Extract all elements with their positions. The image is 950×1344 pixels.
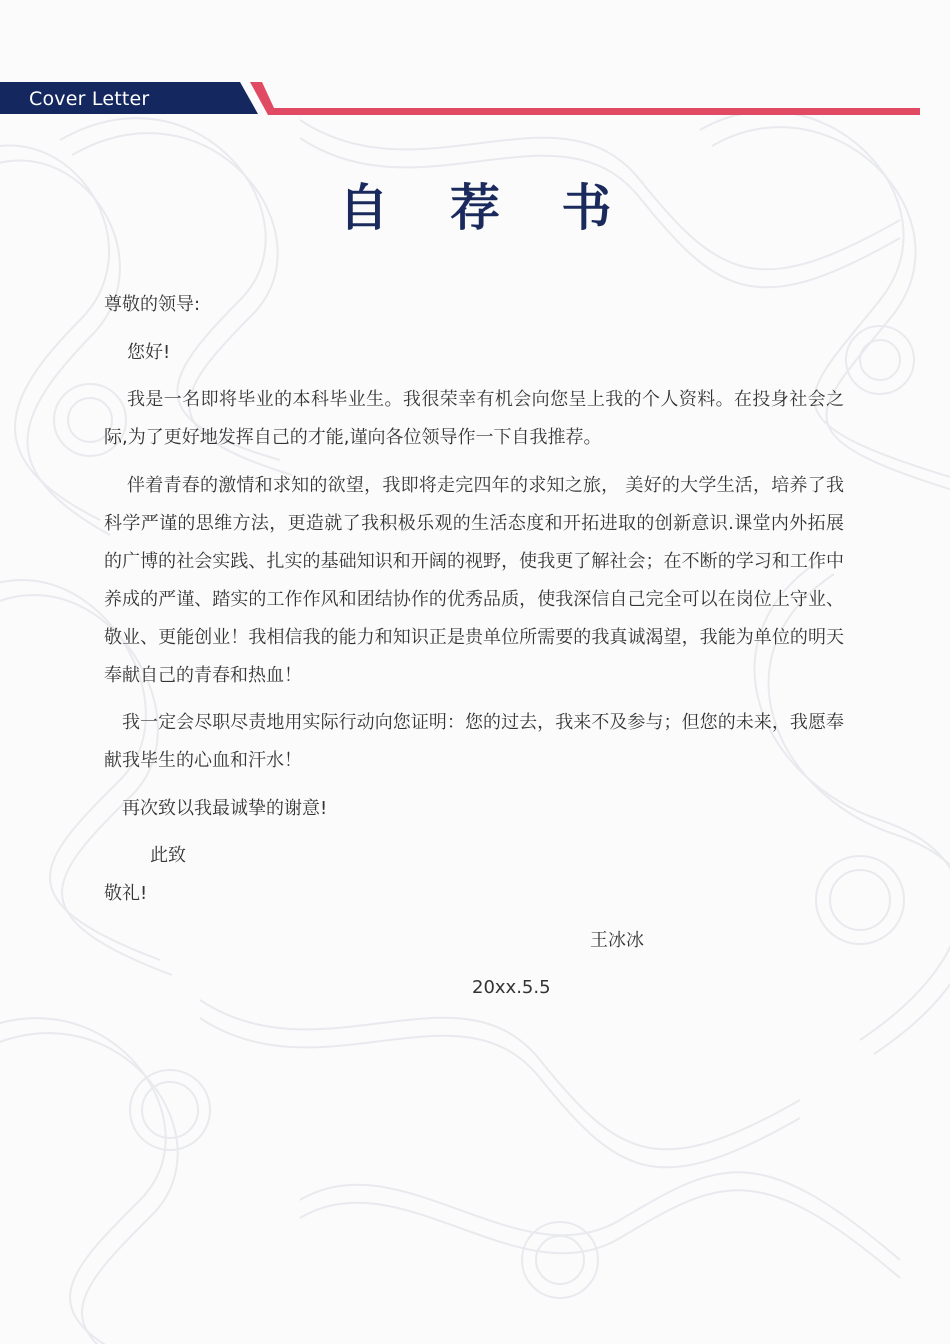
closing-line-2: 敬礼! (104, 883, 148, 904)
paragraph-commitment: 我一定会尽职尽责地用实际行动向您证明：您的过去，我来不及参与；但您的未来，我愿奉献我毕生的心血和汗水！ (104, 712, 844, 771)
closing-line-1: 此致 (150, 845, 186, 866)
greeting: 您好! (127, 342, 171, 363)
header-red-stripe (250, 82, 920, 115)
header-label: Cover Letter (29, 88, 150, 110)
signature: 王冰冰 (590, 930, 644, 951)
paragraph-intro: 我是一名即将毕业的本科毕业生。我很荣幸有机会向您呈上我的个人资料。在投身社会之际,为了更好地发挥自己的才能,谨向各位领导作一下自我推荐。 (104, 389, 844, 448)
salutation: 尊敬的领导: (104, 294, 201, 315)
date: 20xx.5.5 (472, 977, 551, 998)
paragraph-body: 伴着青春的激情和求知的欲望，我即将走完四年的求知之旅， 美好的大学生活，培养了我科学严谨的思维方法，更造就了我积极乐观的生活态度和开拓进取的创新意识.课堂内外拓展的广博的社会实践、扎实的基础知识和开阔的视野，使我更了解社会；在不断的学习和工作中养成的严谨、踏实的工作作风和团结协作的优秀品质，使我深信自己完全可以在岗位上守业、敬业、更能创业！我相信我的能力和知识正是贵单位所需要的我真诚渴望，我能为单位的明天奉献自己的青春和热血！ (104, 475, 844, 686)
page-title: 自 荐 书 (338, 179, 634, 237)
thanks-line: 再次致以我最诚挚的谢意! (122, 798, 328, 819)
cover-letter-header-bar (0, 82, 950, 118)
